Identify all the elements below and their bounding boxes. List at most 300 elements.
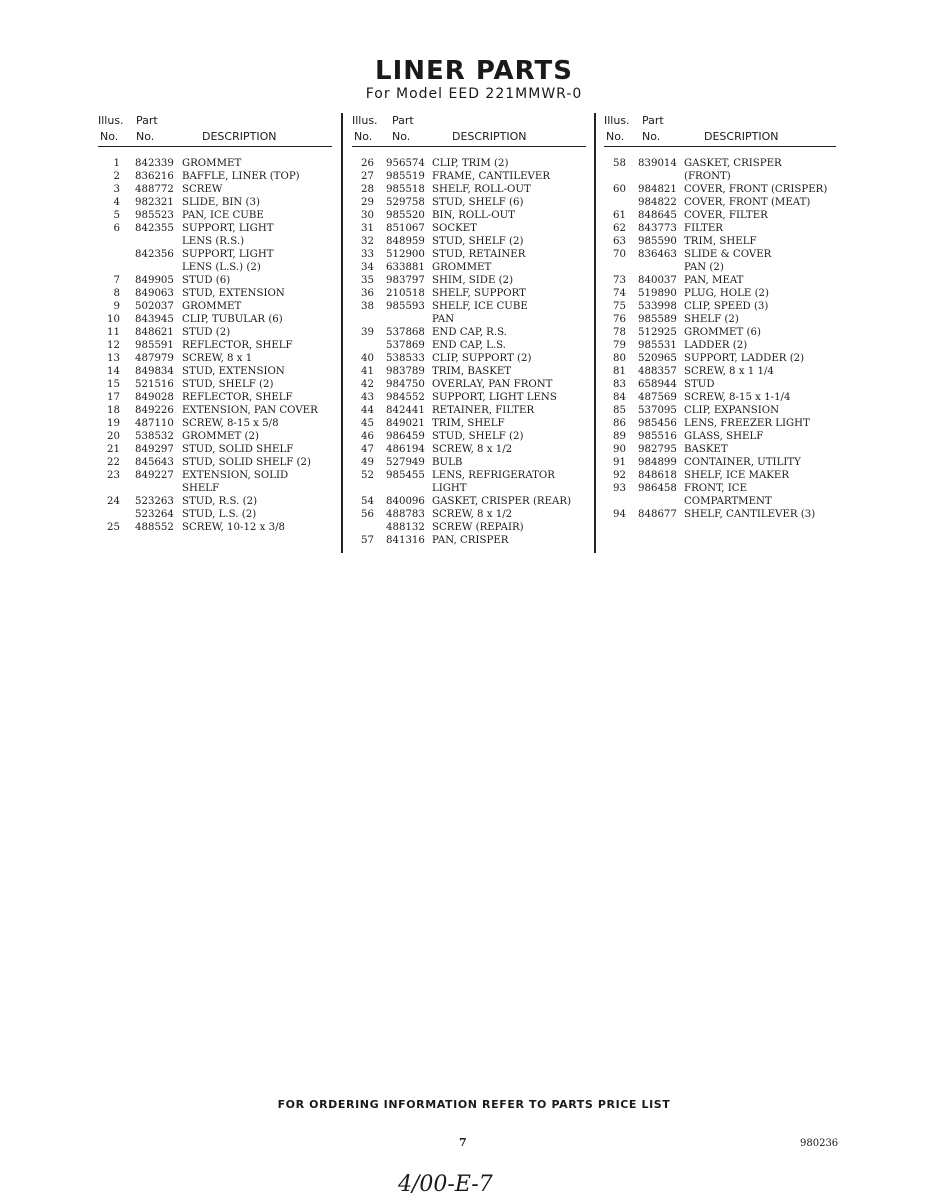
illus-number: 91: [613, 457, 626, 468]
part-description: LADDER (2): [684, 340, 748, 351]
table-row: [352, 443, 586, 456]
table-row: [604, 352, 836, 365]
header-part: Part: [642, 114, 664, 127]
part-description: STUD, SHELF (2): [432, 431, 524, 442]
part-number: 502037: [135, 301, 174, 312]
illus-number: 39: [361, 327, 374, 338]
part-number: 985455: [386, 470, 425, 481]
table-row: [604, 196, 836, 209]
part-number: 985590: [638, 236, 677, 247]
part-number: 842441: [386, 405, 425, 416]
part-number: 529758: [386, 197, 425, 208]
table-row: [98, 430, 332, 443]
table-row: [352, 313, 586, 326]
table-row: [98, 222, 332, 235]
illus-number: 40: [361, 353, 374, 364]
illus-number: 28: [361, 184, 374, 195]
part-number: 983797: [386, 275, 425, 286]
part-description: REFLECTOR, SHELF: [182, 340, 293, 351]
illus-number: 33: [361, 249, 374, 260]
table-row: [604, 235, 836, 248]
part-number: 537868: [386, 327, 425, 338]
part-description: STUD, SOLID SHELF (2): [182, 457, 311, 468]
part-description: GROMMET (6): [684, 327, 761, 338]
table-row: [604, 209, 836, 222]
table-row: [352, 469, 586, 482]
part-description: PAN, ICE CUBE: [182, 210, 264, 221]
part-number: 985589: [638, 314, 677, 325]
table-row: [98, 300, 332, 313]
illus-number: 47: [361, 444, 374, 455]
part-number: 956574: [386, 158, 425, 169]
part-number: 519890: [638, 288, 677, 299]
page-title: LINER PARTS: [375, 56, 573, 86]
part-description: OVERLAY, PAN FRONT: [432, 379, 553, 390]
table-row: [352, 287, 586, 300]
parts-list: [352, 147, 586, 547]
table-row: [352, 248, 586, 261]
illus-number: 58: [613, 158, 626, 169]
illus-number: 70: [613, 249, 626, 260]
part-number: 849905: [135, 275, 174, 286]
table-row: [604, 508, 836, 521]
table-row: [604, 157, 836, 170]
table-row: [604, 170, 836, 183]
illus-number: 9: [113, 301, 120, 312]
illus-number: 11: [107, 327, 120, 338]
part-description: STUD, RETAINER: [432, 249, 526, 260]
part-number: 523264: [135, 509, 174, 520]
part-number: 210518: [386, 288, 425, 299]
table-row: [98, 209, 332, 222]
part-description: PLUG, HOLE (2): [684, 288, 770, 299]
part-number: 986458: [638, 483, 677, 494]
part-number: 538532: [135, 431, 174, 442]
part-number: 984552: [386, 392, 425, 403]
header-part-no: No.: [136, 130, 155, 143]
illus-number: 79: [613, 340, 626, 351]
part-description: GASKET, CRISPER (REAR): [432, 496, 572, 507]
column-divider: [594, 113, 596, 553]
part-description: CLIP, SUPPORT (2): [432, 353, 532, 364]
illus-number: 38: [361, 301, 374, 312]
illus-number: 75: [613, 301, 626, 312]
part-description: LENS, REFRIGERATOR: [432, 470, 555, 481]
illus-number: 18: [107, 405, 120, 416]
table-row: [604, 404, 836, 417]
part-number: 848618: [638, 470, 677, 481]
part-number: 488783: [386, 509, 425, 520]
illus-number: 25: [107, 522, 120, 533]
part-number: 982321: [135, 197, 174, 208]
part-number: 985519: [386, 171, 425, 182]
illus-number: 32: [361, 236, 374, 247]
table-row: [604, 274, 836, 287]
part-number: 520965: [638, 353, 677, 364]
part-number: 488552: [135, 522, 174, 533]
part-number: 842356: [135, 249, 174, 260]
part-number: 849227: [135, 470, 174, 481]
part-number: 523263: [135, 496, 174, 507]
part-description: STUD, SHELF (6): [432, 197, 524, 208]
part-number: 984750: [386, 379, 425, 390]
table-row: [352, 521, 586, 534]
part-number: 537095: [638, 405, 677, 416]
part-number: 851067: [386, 223, 425, 234]
part-description: STUD (6): [182, 275, 231, 286]
part-number: 487979: [135, 353, 174, 364]
illus-number: 34: [361, 262, 374, 273]
part-description: STUD, L.S. (2): [182, 509, 257, 520]
part-number: 984821: [638, 184, 677, 195]
part-description: CLIP, EXPANSION: [684, 405, 779, 416]
part-number: 849226: [135, 405, 174, 416]
table-row: [604, 495, 836, 508]
part-description: EXTENSION, PAN COVER: [182, 405, 318, 416]
part-number: 488772: [135, 184, 174, 195]
illus-number: 63: [613, 236, 626, 247]
part-number: 848959: [386, 236, 425, 247]
part-number: 487569: [638, 392, 677, 403]
part-number: 836463: [638, 249, 677, 260]
illus-number: 36: [361, 288, 374, 299]
part-description: FILTER: [684, 223, 723, 234]
table-row: [604, 261, 836, 274]
part-number: 986459: [386, 431, 425, 442]
illus-number: 80: [613, 353, 626, 364]
part-description: STUD, SHELF (2): [432, 236, 524, 247]
illus-number: 78: [613, 327, 626, 338]
table-row: [98, 456, 332, 469]
table-row: [98, 469, 332, 482]
illus-number: 27: [361, 171, 374, 182]
part-number: 488132: [386, 522, 425, 533]
part-number: 849834: [135, 366, 174, 377]
part-description: SOCKET: [432, 223, 477, 234]
part-number: 633881: [386, 262, 425, 273]
table-row: [352, 378, 586, 391]
part-description: CONTAINER, UTILITY: [684, 457, 801, 468]
table-row: [98, 443, 332, 456]
table-row: [98, 417, 332, 430]
header-illus: Illus.: [98, 114, 124, 127]
table-row: [352, 352, 586, 365]
table-row: [352, 196, 586, 209]
table-row: [604, 248, 836, 261]
part-number: 538533: [386, 353, 425, 364]
part-description: SHELF, ROLL-OUT: [432, 184, 531, 195]
table-row: [604, 313, 836, 326]
part-description: TRIM, SHELF: [432, 418, 505, 429]
part-number: 842355: [135, 223, 174, 234]
illus-number: 20: [107, 431, 120, 442]
part-description: SCREW, 8 x 1/2: [432, 509, 513, 520]
part-number: 849063: [135, 288, 174, 299]
table-row: [352, 365, 586, 378]
part-description: SUPPORT, LIGHT LENS: [432, 392, 557, 403]
part-description: EXTENSION, SOLID: [182, 470, 289, 481]
table-row: [352, 274, 586, 287]
part-number: 849028: [135, 392, 174, 403]
table-row: [352, 183, 586, 196]
table-row: [98, 352, 332, 365]
part-description: GROMMET: [182, 158, 242, 169]
part-description: CLIP, SPEED (3): [684, 301, 769, 312]
part-description: PAN: [432, 314, 455, 325]
part-description: GASKET, CRISPER: [684, 158, 782, 169]
part-description: FRONT, ICE: [684, 483, 748, 494]
part-number: 845643: [135, 457, 174, 468]
illus-number: 2: [113, 171, 120, 182]
table-row: [352, 482, 586, 495]
part-description: SHELF (2): [684, 314, 739, 325]
part-number: 527949: [386, 457, 425, 468]
table-row: [352, 209, 586, 222]
part-number: 985593: [386, 301, 425, 312]
parts-list: [604, 147, 836, 521]
table-row: [98, 378, 332, 391]
table-row: [98, 170, 332, 183]
part-number: 537869: [386, 340, 425, 351]
part-number: 512900: [386, 249, 425, 260]
table-row: [98, 404, 332, 417]
part-description: SHELF, SUPPORT: [432, 288, 526, 299]
table-row: [604, 339, 836, 352]
table-row: [98, 508, 332, 521]
part-number: 985523: [135, 210, 174, 221]
part-number: 849021: [386, 418, 425, 429]
part-description: SCREW, 8-15 x 1-1/4: [684, 392, 791, 403]
illus-number: 8: [113, 288, 120, 299]
handwritten-note: 4/00-E-7: [398, 1172, 493, 1197]
illus-number: 42: [361, 379, 374, 390]
table-row: [604, 391, 836, 404]
illus-number: 30: [361, 210, 374, 221]
part-description: LENS (L.S.) (2): [182, 262, 261, 273]
illus-number: 49: [361, 457, 374, 468]
part-description: STUD, EXTENSION: [182, 366, 285, 377]
table-row: [352, 495, 586, 508]
part-description: COVER, FRONT (MEAT): [684, 197, 811, 208]
part-number: 487110: [135, 418, 174, 429]
part-number: 985518: [386, 184, 425, 195]
table-row: [604, 417, 836, 430]
table-row: [604, 469, 836, 482]
illus-number: 24: [107, 496, 120, 507]
part-number: 486194: [386, 444, 425, 455]
part-description: SCREW, 8 x 1: [182, 353, 253, 364]
part-description: END CAP, R.S.: [432, 327, 507, 338]
table-row: [98, 391, 332, 404]
table-row: [352, 404, 586, 417]
column-header: [604, 112, 836, 147]
part-description: TRIM, SHELF: [684, 236, 757, 247]
illus-number: 22: [107, 457, 120, 468]
illus-number: 89: [613, 431, 626, 442]
part-description: STUD, SHELF (2): [182, 379, 274, 390]
part-number: 985516: [638, 431, 677, 442]
illus-number: 41: [361, 366, 374, 377]
part-description: GROMMET (2): [182, 431, 259, 442]
part-description: STUD: [684, 379, 715, 390]
part-description: CLIP, TUBULAR (6): [182, 314, 283, 325]
table-row: [352, 456, 586, 469]
illus-number: 60: [613, 184, 626, 195]
part-description: COMPARTMENT: [684, 496, 772, 507]
table-row: [604, 378, 836, 391]
part-description: CLIP, TRIM (2): [432, 158, 509, 169]
table-row: [604, 287, 836, 300]
illus-number: 92: [613, 470, 626, 481]
part-description: STUD, EXTENSION: [182, 288, 285, 299]
table-row: [98, 287, 332, 300]
table-row: [98, 274, 332, 287]
table-row: [98, 183, 332, 196]
part-number: 839014: [638, 158, 677, 169]
illus-number: 19: [107, 418, 120, 429]
part-description: SHELF, CANTILEVER (3): [684, 509, 816, 520]
part-description: PAN (2): [684, 262, 724, 273]
table-row: [352, 508, 586, 521]
part-number: 984899: [638, 457, 677, 468]
table-row: [604, 365, 836, 378]
part-description: SCREW, 8-15 x 5/8: [182, 418, 279, 429]
table-row: [98, 339, 332, 352]
illus-number: 4: [113, 197, 120, 208]
part-description: SHIM, SIDE (2): [432, 275, 514, 286]
part-number: 984822: [638, 197, 677, 208]
illus-number: 93: [613, 483, 626, 494]
part-description: SUPPORT, LIGHT: [182, 223, 274, 234]
part-description: SCREW, 8 x 1 1/4: [684, 366, 774, 377]
part-description: SHELF: [182, 483, 220, 494]
part-number: 836216: [135, 171, 174, 182]
illus-number: 57: [361, 535, 374, 546]
parts-column-2: [352, 112, 586, 547]
header-description: DESCRIPTION: [452, 130, 527, 143]
part-number: 985531: [638, 340, 677, 351]
part-description: SHELF, ICE CUBE: [432, 301, 528, 312]
part-description: TRIM, BASKET: [432, 366, 512, 377]
ordering-note: FOR ORDERING INFORMATION REFER TO PARTS PRICE LIST: [277, 1098, 671, 1111]
table-row: [352, 261, 586, 274]
table-row: [98, 235, 332, 248]
part-description: GLASS, SHELF: [684, 431, 764, 442]
illus-number: 84: [613, 392, 626, 403]
illus-number: 56: [361, 509, 374, 520]
part-number: 843945: [135, 314, 174, 325]
part-number: 985456: [638, 418, 677, 429]
illus-number: 7: [113, 275, 120, 286]
part-description: PAN, MEAT: [684, 275, 744, 286]
illus-number: 94: [613, 509, 626, 520]
illus-number: 46: [361, 431, 374, 442]
illus-number: 76: [613, 314, 626, 325]
part-number: 985520: [386, 210, 425, 221]
illus-number: 35: [361, 275, 374, 286]
illus-number: 86: [613, 418, 626, 429]
page-number: 7: [459, 1136, 467, 1149]
illus-number: 5: [113, 210, 120, 221]
illus-number: 3: [113, 184, 120, 195]
illus-number: 13: [107, 353, 120, 364]
header-no: No.: [100, 130, 119, 143]
header-part-no: No.: [392, 130, 411, 143]
illus-number: 85: [613, 405, 626, 416]
table-row: [352, 235, 586, 248]
illus-number: 1: [113, 158, 120, 169]
part-description: SCREW (REPAIR): [432, 522, 524, 533]
parts-column-3: [604, 112, 836, 521]
part-description: STUD, R.S. (2): [182, 496, 258, 507]
table-row: [352, 170, 586, 183]
part-number: 488357: [638, 366, 677, 377]
illus-number: 10: [107, 314, 120, 325]
part-number: 521516: [135, 379, 174, 390]
illus-number: 73: [613, 275, 626, 286]
part-description: LIGHT: [432, 483, 467, 494]
part-description: STUD (2): [182, 327, 231, 338]
part-description: GROMMET: [432, 262, 492, 273]
table-row: [98, 313, 332, 326]
part-description: BIN, ROLL-OUT: [432, 210, 515, 221]
illus-number: 52: [361, 470, 374, 481]
table-row: [352, 300, 586, 313]
header-part: Part: [136, 114, 158, 127]
part-number: 840096: [386, 496, 425, 507]
part-description: BASKET: [684, 444, 728, 455]
table-row: [98, 521, 332, 534]
column-header: [352, 112, 586, 147]
illus-number: 12: [107, 340, 120, 351]
part-number: 842339: [135, 158, 174, 169]
part-number: 841316: [386, 535, 425, 546]
document-code: 980236: [800, 1138, 839, 1149]
illus-number: 26: [361, 158, 374, 169]
part-description: SUPPORT, LADDER (2): [684, 353, 805, 364]
part-description: SHELF, ICE MAKER: [684, 470, 790, 481]
header-no: No.: [606, 130, 625, 143]
illus-number: 62: [613, 223, 626, 234]
illus-number: 81: [613, 366, 626, 377]
table-row: [604, 430, 836, 443]
table-row: [604, 456, 836, 469]
table-row: [98, 157, 332, 170]
table-row: [604, 300, 836, 313]
illus-number: 90: [613, 444, 626, 455]
illus-number: 61: [613, 210, 626, 221]
parts-column-1: [98, 112, 332, 534]
illus-number: 6: [113, 223, 120, 234]
part-description: RETAINER, FILTER: [432, 405, 535, 416]
table-row: [604, 482, 836, 495]
table-row: [98, 495, 332, 508]
part-number: 848677: [638, 509, 677, 520]
part-description: PAN, CRISPER: [432, 535, 509, 546]
part-number: 512925: [638, 327, 677, 338]
table-row: [98, 196, 332, 209]
part-description: (FRONT): [684, 171, 731, 182]
illus-number: 14: [107, 366, 120, 377]
part-number: 843773: [638, 223, 677, 234]
table-row: [352, 430, 586, 443]
column-header: [98, 112, 332, 147]
part-description: BAFFLE, LINER (TOP): [182, 171, 300, 182]
header-no: No.: [354, 130, 373, 143]
illus-number: 43: [361, 392, 374, 403]
table-row: [98, 482, 332, 495]
part-number: 658944: [638, 379, 677, 390]
